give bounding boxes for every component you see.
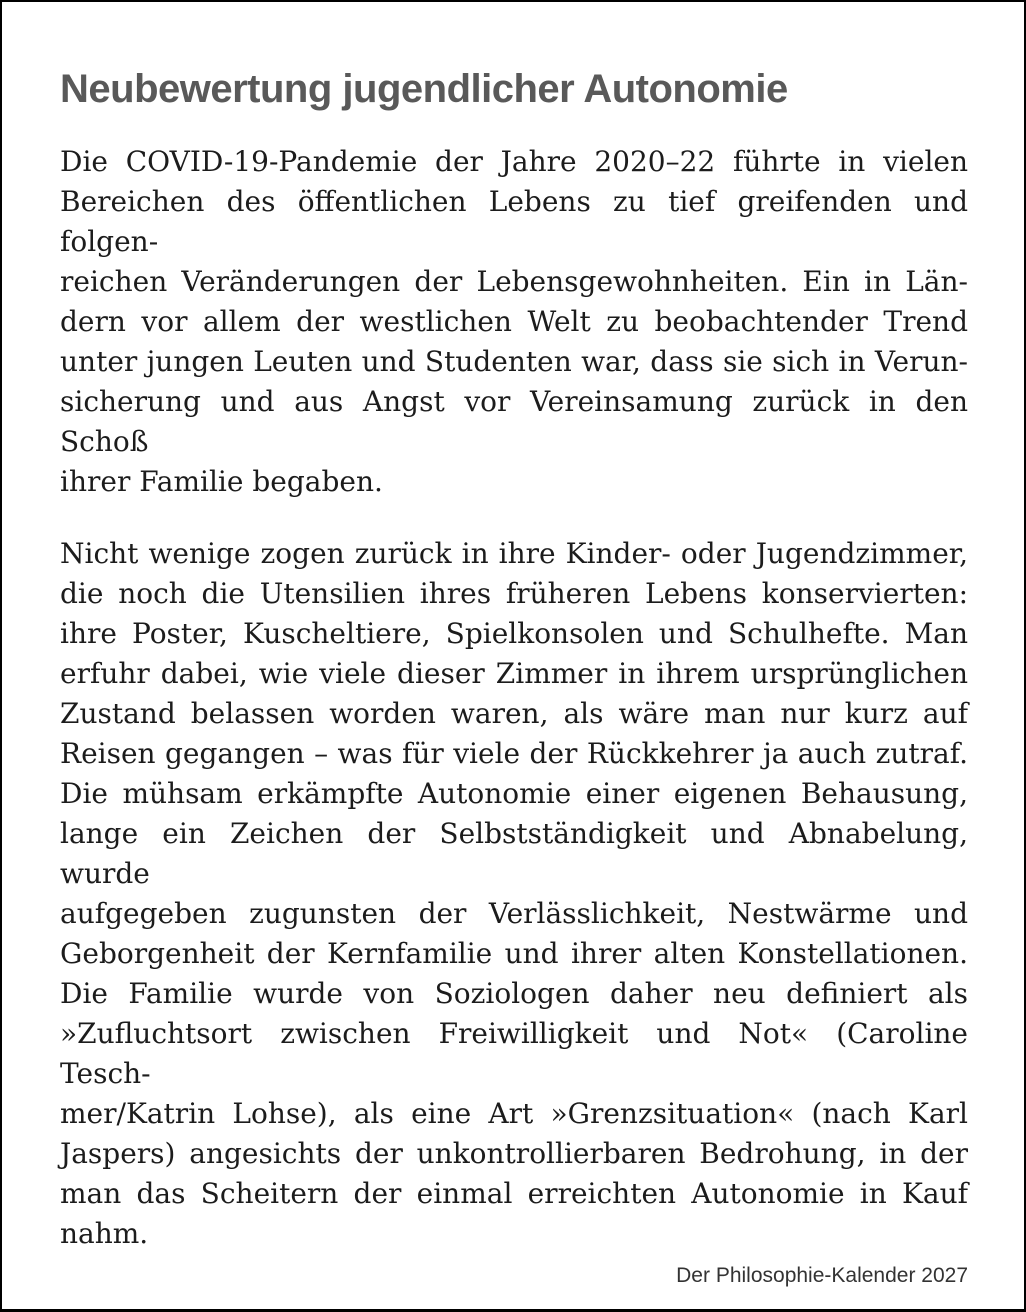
text-line: Die Familie wurde von Soziologen daher neu definiert als [60,977,968,1010]
text-line: man das Scheitern der einmal erreichten Autonomie in Kauf [60,1177,968,1210]
text-line: aufgegeben zugunsten der Verlässlichkeit, Nestwärme und [60,897,968,930]
paragraph-2 [60,534,968,1254]
text-line: Jaspers) angesichts der unkontrollierbaren Bedrohung, in der [60,1137,968,1170]
text-line: reichen Veränderungen der Lebensgewohnheiten. Ein in Län- [60,265,968,298]
text-line: ihre Poster, Kuscheltiere, Spielkonsolen und Schulhefte. Man [60,617,968,650]
text-line: sicherung und aus Angst vor Vereinsamung zurück in den Schoß [60,385,968,458]
text-line: Reisen gegangen – was für viele der Rückkehrer ja auch zutraf. [60,737,968,770]
text-line: nahm. [60,1217,149,1250]
text-line: Die mühsam erkämpfte Autonomie einer eigenen Behausung, [60,777,968,810]
text-line: »Zufluchtsort zwischen Freiwilligkeit und Not« (Caroline Tesch- [60,1017,968,1090]
text-line: die noch die Utensilien ihres früheren Lebens konservierten: [60,577,968,610]
text-line: unter jungen Leuten und Studenten war, dass sie sich in Verun- [60,345,968,378]
text-line: lange ein Zeichen der Selbstständigkeit und Abnabelung, wurde [60,817,968,890]
text-line: Geborgenheit der Kernfamilie und ihrer alten Konstellationen. [60,937,968,970]
text-line: Bereichen des öffentlichen Lebens zu tief greifenden und folgen- [60,185,968,258]
text-line: erfuhr dabei, wie viele dieser Zimmer in ihrem ursprünglichen [60,657,968,690]
page-title: Neubewertung jugendlicher Autonomie [60,67,788,111]
text-line: mer/Katrin Lohse), als eine Art »Grenzsituation« (nach Karl [60,1097,968,1130]
text-line: ihrer Familie begaben. [60,465,383,498]
text-line: Die COVID-19-Pandemie der Jahre 2020–22 führte in vielen [60,145,968,178]
text-line: Nicht wenige zogen zurück in ihre Kinder- oder Jugendzimmer, [60,537,968,570]
paragraph-1 [60,142,968,502]
attribution-line: Der Philosophie-Kalender 2027 [676,1264,968,1287]
article-body [60,142,968,1254]
text-line: Zustand belassen worden waren, als wäre man nur kurz auf [60,697,968,730]
text-line: dern vor allem der westlichen Welt zu beobachtender Trend [60,305,968,338]
